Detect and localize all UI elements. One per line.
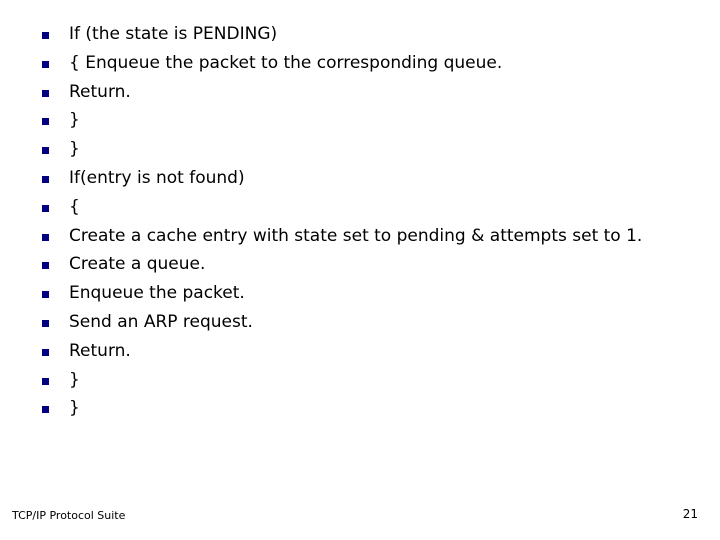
list-item-text: } [69,398,80,419]
list-item-text: If (the state is PENDING) [69,24,278,44]
list-item [40,78,700,107]
square-bullet-icon [42,349,49,356]
list-item-text: Create a queue. [69,254,206,275]
square-bullet-icon [42,147,49,154]
list-item [40,193,700,222]
list-item-text: Return. [69,81,131,102]
list-item [40,279,700,308]
list-item [40,20,700,49]
pseudocode-list [40,20,700,423]
square-bullet-icon [42,320,49,327]
square-bullet-icon [42,61,49,68]
list-item [40,49,700,78]
square-bullet-icon [42,378,49,385]
list-item-text: Send an ARP request. [69,311,253,332]
slide-body [40,20,700,423]
list-item [40,308,700,337]
list-item-text: { Enqueue the packet to the corresponding queue. [69,52,503,73]
list-item [40,135,700,164]
list-item [40,394,700,423]
list-item-text: If(entry is not found) [69,167,245,188]
square-bullet-icon [42,406,49,413]
square-bullet-icon [42,90,49,97]
square-bullet-icon [42,32,49,39]
list-item [40,250,700,279]
list-item [40,366,700,395]
footer-title: TCP/IP Protocol Suite [12,509,126,522]
square-bullet-icon [42,291,49,298]
list-item-text: Enqueue the packet. [69,283,245,304]
list-item-text: Create a cache entry with state set to pending & attempts set to 1. [69,225,643,246]
square-bullet-icon [42,262,49,269]
list-item [40,106,700,135]
list-item-text: } [69,139,80,160]
square-bullet-icon [42,234,49,241]
square-bullet-icon [42,205,49,212]
list-item-text: Return. [69,340,131,361]
list-item [40,222,700,251]
list-item-text: } [69,110,80,131]
page-number: 21 [682,507,698,521]
list-item-text: { [69,196,80,217]
list-item [40,164,700,193]
list-item [40,337,700,366]
list-item-text: } [69,369,80,390]
square-bullet-icon [42,176,49,183]
square-bullet-icon [42,118,49,125]
